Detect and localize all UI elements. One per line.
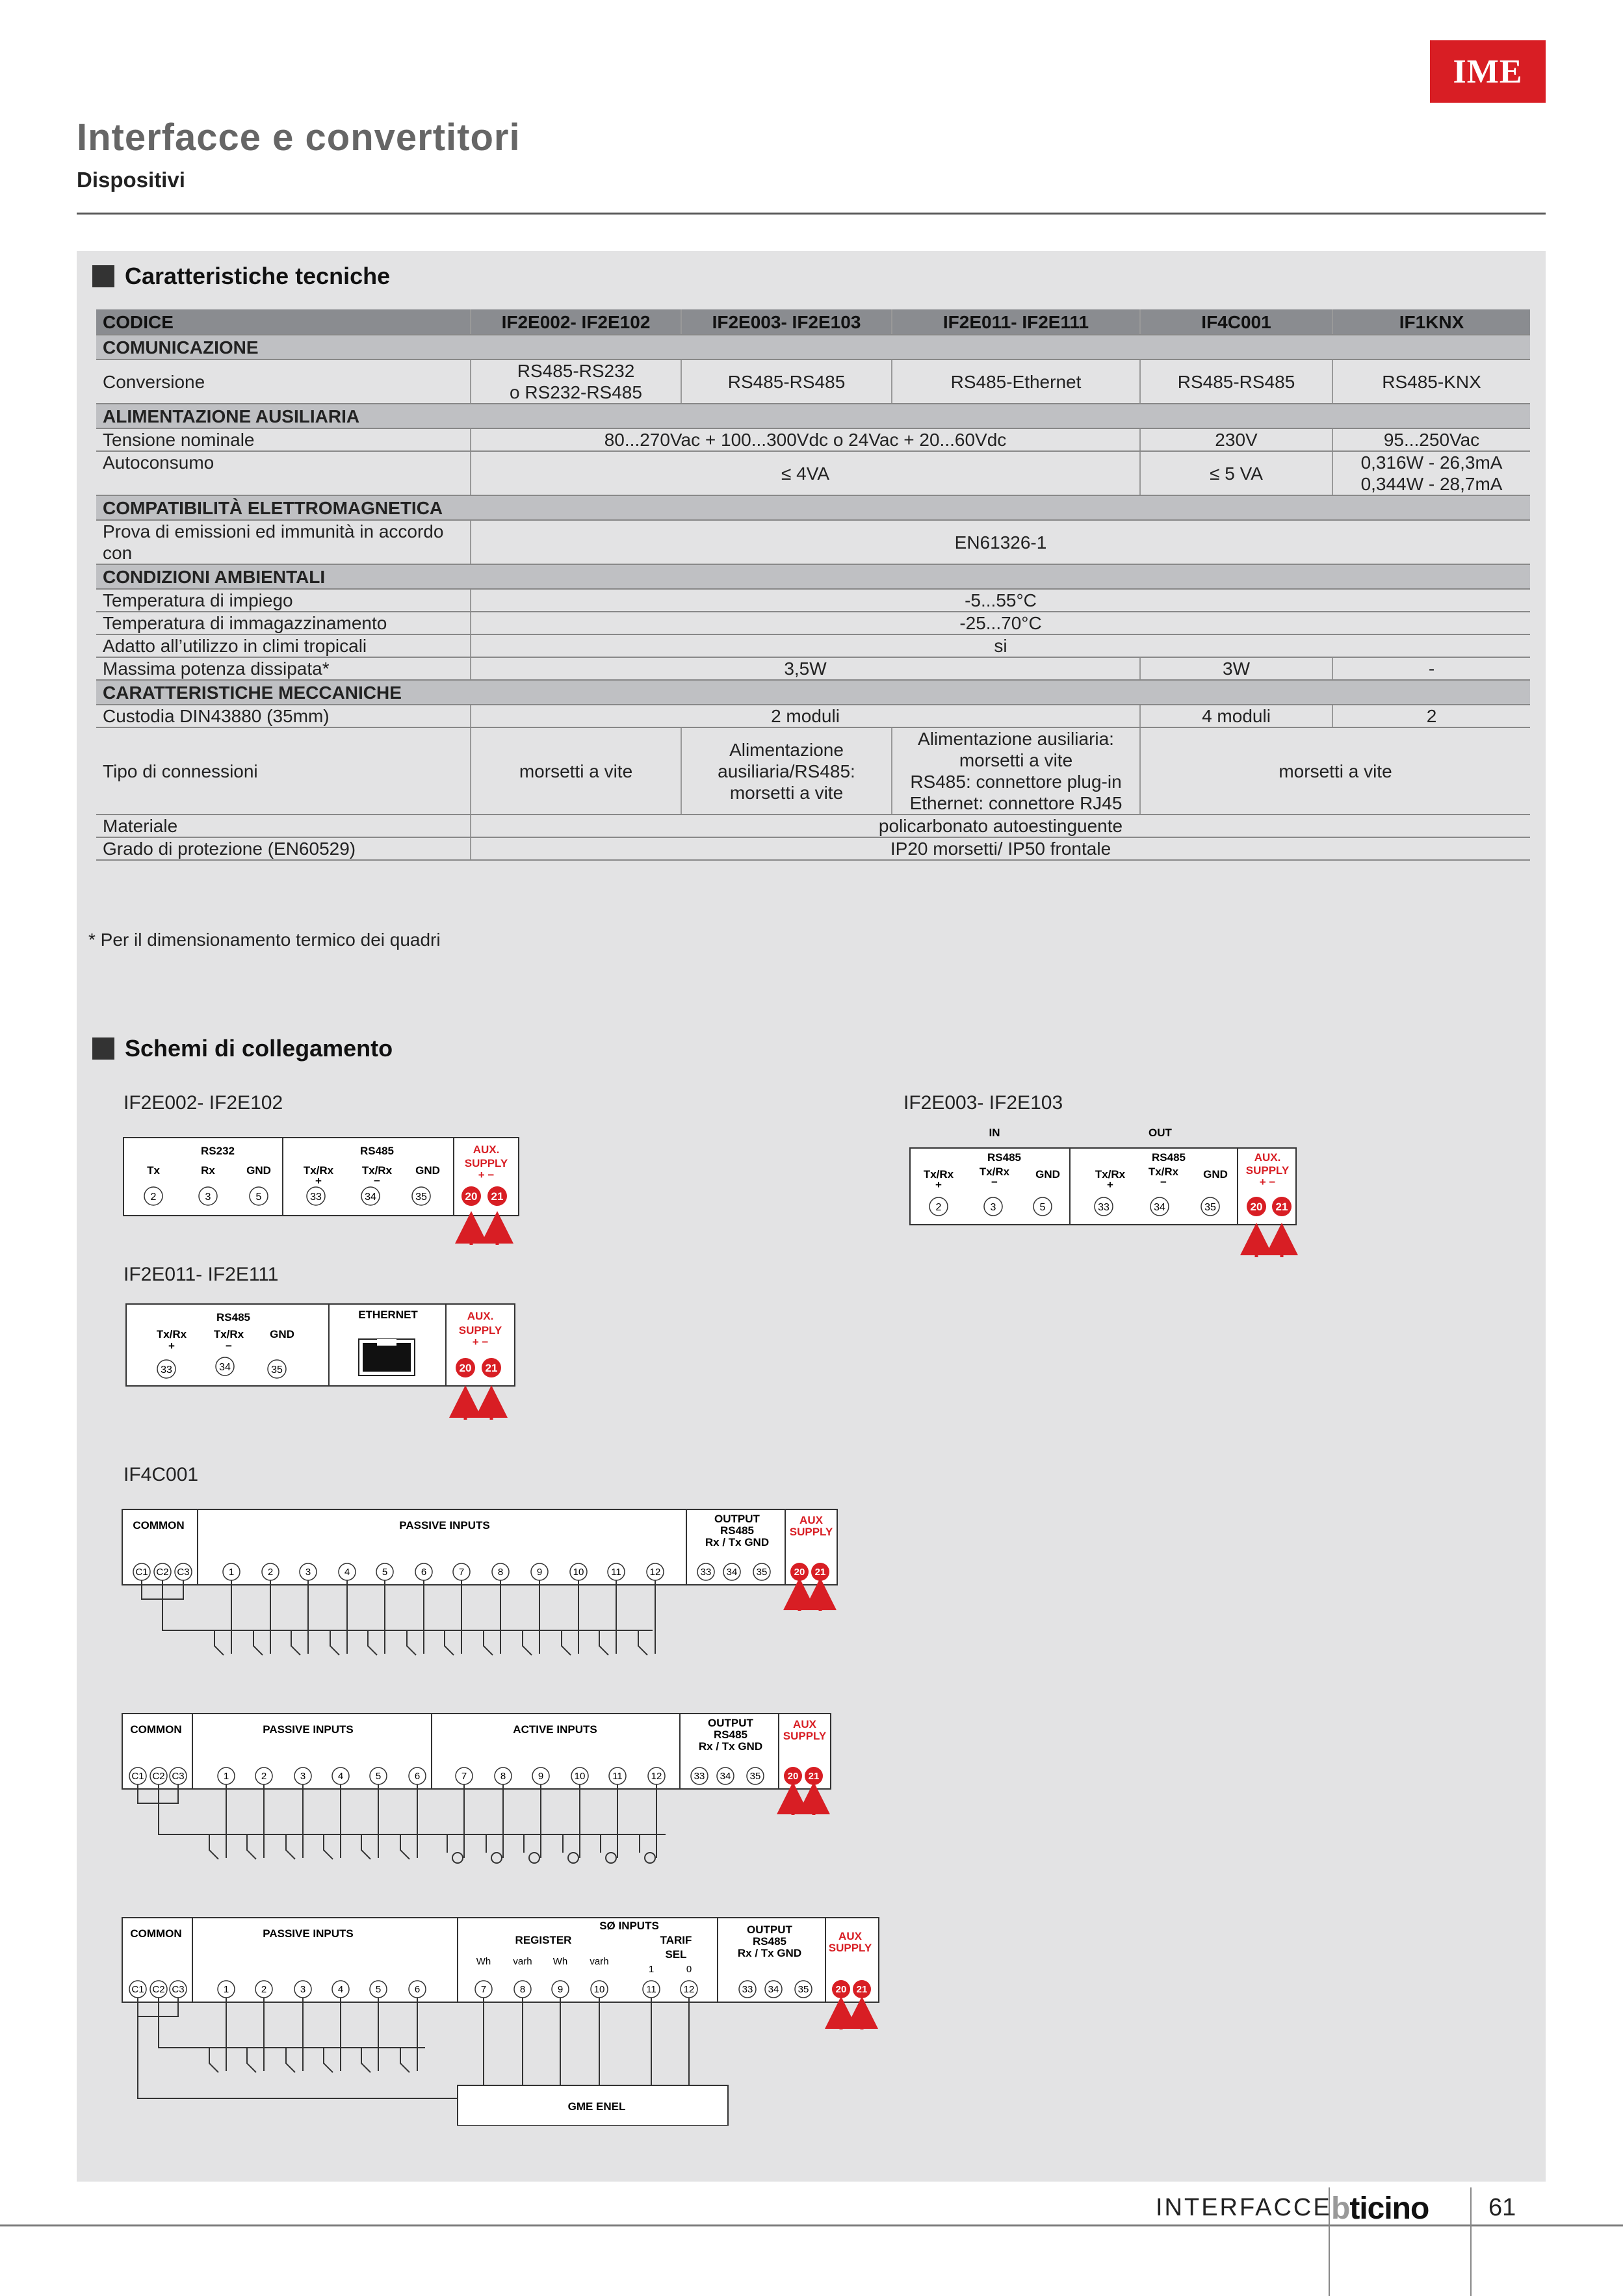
- page-title: Interfacce e convertitori: [77, 116, 521, 159]
- svg-text:C1: C1: [135, 1567, 148, 1578]
- svg-text:2: 2: [935, 1202, 942, 1213]
- svg-text:34: 34: [1154, 1202, 1165, 1213]
- svg-text:Wh: Wh: [476, 1956, 491, 1967]
- svg-text:33: 33: [161, 1364, 172, 1376]
- svg-text:3: 3: [205, 1192, 211, 1203]
- svg-text:varh: varh: [590, 1956, 609, 1967]
- th-col4: IF4C001: [1140, 309, 1332, 335]
- svg-text:OUTPUT: OUTPUT: [708, 1717, 753, 1729]
- table-row: [96, 705, 1530, 727]
- svg-text:OUT: OUT: [1149, 1127, 1172, 1139]
- svg-text:−: −: [374, 1175, 380, 1187]
- svg-text:7: 7: [480, 1984, 487, 1995]
- cell: 80...270Vac + 100...300Vdc o 24Vac + 20...60Vdc: [471, 428, 1140, 451]
- th-codice: CODICE: [96, 309, 471, 335]
- svg-text:10: 10: [593, 1984, 605, 1995]
- cell: 3,5W: [471, 657, 1140, 680]
- svg-text:5: 5: [1039, 1202, 1046, 1213]
- table-row: [96, 428, 1530, 451]
- table-row: [96, 657, 1530, 680]
- ime-logo: IME: [1430, 40, 1546, 103]
- svg-text:8: 8: [497, 1567, 504, 1578]
- svg-text:3: 3: [305, 1567, 311, 1578]
- cell: IP20 morsetti/ IP50 frontale: [471, 837, 1530, 860]
- section-schemes-title: [92, 1035, 393, 1062]
- svg-text:11: 11: [646, 1984, 656, 1995]
- category-row: COMUNICAZIONE: [96, 335, 1530, 359]
- cell: EN61326-1: [471, 520, 1530, 564]
- svg-text:33: 33: [310, 1192, 322, 1203]
- svg-text:PASSIVE INPUTS: PASSIVE INPUTS: [399, 1519, 490, 1532]
- section-tech-label: Caratteristiche tecniche: [125, 263, 391, 289]
- svg-text:GND: GND: [270, 1328, 294, 1340]
- if4c001-variant-so-inputs: [122, 1918, 879, 2126]
- svg-text:OUTPUT: OUTPUT: [714, 1513, 760, 1525]
- cell: RS485-RS485: [681, 359, 892, 404]
- svg-text:4: 4: [337, 1771, 344, 1782]
- table-row: [96, 520, 1530, 564]
- svg-text:C1: C1: [131, 1984, 144, 1995]
- row-label: Grado di protezione (EN60529): [96, 837, 471, 860]
- cell: 3W: [1140, 657, 1332, 680]
- svg-text:ACTIVE INPUTS: ACTIVE INPUTS: [513, 1723, 597, 1736]
- svg-text:3: 3: [300, 1771, 306, 1782]
- table-row: [96, 589, 1530, 612]
- category-row: CARATTERISTICHE MECCANICHE: [96, 680, 1530, 705]
- cell: morsetti a vite: [1140, 727, 1530, 815]
- svg-text:SUPPLY: SUPPLY: [789, 1526, 833, 1538]
- svg-text:AUX.: AUX.: [1254, 1151, 1281, 1164]
- svg-text:21: 21: [814, 1567, 826, 1578]
- svg-text:C1: C1: [131, 1771, 144, 1782]
- svg-text:33: 33: [700, 1567, 712, 1578]
- svg-text:6: 6: [414, 1984, 421, 1995]
- wiring-diagram-if2e011: [120, 1298, 523, 1428]
- svg-text:35: 35: [756, 1567, 768, 1578]
- svg-text:GND: GND: [415, 1164, 440, 1177]
- row-label: Autoconsumo: [96, 451, 471, 495]
- row-label: Massima potenza dissipata*: [96, 657, 471, 680]
- svg-text:SUPPLY: SUPPLY: [1245, 1164, 1290, 1177]
- svg-text:SEL: SEL: [665, 1948, 687, 1961]
- cell: RS485-KNX: [1332, 359, 1530, 404]
- svg-text:ETHERNET: ETHERNET: [358, 1309, 418, 1321]
- svg-text:2: 2: [267, 1567, 274, 1578]
- svg-text:0: 0: [686, 1964, 692, 1975]
- svg-text:10: 10: [573, 1567, 584, 1578]
- svg-text:Tx/Rx: Tx/Rx: [213, 1328, 244, 1340]
- svg-text:Tx: Tx: [147, 1164, 160, 1177]
- svg-text:20: 20: [459, 1362, 472, 1374]
- spec-table: [96, 309, 1530, 861]
- th-col5: IF1KNX: [1332, 309, 1530, 335]
- footnote: * Per il dimensionamento termico dei quadri: [88, 930, 441, 950]
- svg-text:IN: IN: [989, 1127, 1000, 1139]
- section-tech-title: [92, 263, 390, 290]
- svg-text:6: 6: [421, 1567, 427, 1578]
- svg-text:35: 35: [798, 1984, 809, 1995]
- svg-text:RS485: RS485: [714, 1729, 747, 1741]
- svg-text:20: 20: [835, 1984, 847, 1995]
- svg-text:8: 8: [500, 1771, 506, 1782]
- table-row: [96, 837, 1530, 860]
- svg-text:GND: GND: [1203, 1168, 1228, 1181]
- svg-text:AUX: AUX: [799, 1514, 823, 1526]
- cell: Alimentazione ausiliaria/RS485: morsetti a vite: [681, 727, 892, 815]
- svg-text:−: −: [991, 1176, 998, 1188]
- page-number: 61: [1488, 2194, 1516, 2221]
- svg-text:Rx / Tx GND: Rx / Tx GND: [698, 1740, 763, 1753]
- svg-text:34: 34: [365, 1192, 376, 1203]
- svg-text:11: 11: [611, 1567, 621, 1578]
- svg-text:21: 21: [856, 1984, 868, 1995]
- cell: ≤ 5 VA: [1140, 451, 1332, 495]
- cell: ≤ 4VA: [471, 451, 1140, 495]
- svg-text:21: 21: [485, 1362, 498, 1374]
- svg-text:Tx/Rx: Tx/Rx: [303, 1164, 334, 1177]
- svg-text:GND: GND: [1035, 1168, 1060, 1181]
- svg-text:4: 4: [344, 1567, 350, 1578]
- svg-text:C3: C3: [172, 1984, 185, 1995]
- svg-text:1: 1: [223, 1984, 229, 1995]
- svg-text:COMMON: COMMON: [133, 1519, 185, 1532]
- svg-text:10: 10: [574, 1771, 586, 1782]
- svg-text:34: 34: [768, 1984, 779, 1995]
- svg-text:−: −: [1160, 1176, 1167, 1188]
- svg-text:1: 1: [648, 1964, 655, 1975]
- svg-text:RS485: RS485: [360, 1145, 394, 1157]
- section-schemes-label: Schemi di collegamento: [125, 1035, 393, 1062]
- row-label: Conversione: [96, 359, 471, 404]
- svg-text:RS485: RS485: [1152, 1151, 1186, 1164]
- svg-text:SUPPLY: SUPPLY: [828, 1942, 872, 1954]
- svg-text:Wh: Wh: [552, 1956, 568, 1967]
- svg-text:OUTPUT: OUTPUT: [747, 1924, 792, 1936]
- table-row: [96, 727, 1530, 815]
- svg-text:4: 4: [337, 1984, 344, 1995]
- svg-text:1: 1: [228, 1567, 235, 1578]
- svg-text:+ −: + −: [472, 1336, 489, 1348]
- svg-text:PASSIVE INPUTS: PASSIVE INPUTS: [263, 1723, 354, 1736]
- cell: morsetti a vite: [471, 727, 681, 815]
- svg-text:35: 35: [1204, 1202, 1216, 1213]
- th-col3: IF2E011- IF2E111: [892, 309, 1140, 335]
- svg-text:RS485: RS485: [987, 1151, 1021, 1164]
- svg-text:2: 2: [261, 1984, 267, 1995]
- svg-text:34: 34: [219, 1362, 231, 1373]
- svg-text:33: 33: [742, 1984, 753, 1995]
- svg-text:+: +: [935, 1179, 942, 1191]
- svg-text:5: 5: [255, 1192, 262, 1203]
- svg-text:RS485: RS485: [216, 1311, 250, 1324]
- svg-text:C2: C2: [152, 1984, 165, 1995]
- category-row: ALIMENTAZIONE AUSILIARIA: [96, 404, 1530, 428]
- svg-text:+ −: + −: [1259, 1176, 1276, 1188]
- category-row: CONDIZIONI AMBIENTALI: [96, 564, 1530, 589]
- cell: 230V: [1140, 428, 1332, 451]
- svg-text:5: 5: [375, 1771, 382, 1782]
- svg-text:20: 20: [787, 1771, 799, 1782]
- svg-text:9: 9: [557, 1984, 564, 1995]
- svg-text:+: +: [315, 1175, 322, 1187]
- svg-text:8: 8: [519, 1984, 526, 1995]
- svg-text:AUX.: AUX.: [467, 1310, 494, 1322]
- svg-text:RS485: RS485: [720, 1524, 754, 1537]
- diagram-label-if2e011: IF2E011- IF2E111: [123, 1264, 279, 1285]
- svg-text:+: +: [168, 1340, 175, 1352]
- row-label: Custodia DIN43880 (35mm): [96, 705, 471, 727]
- row-label: Prova di emissioni ed immunità in accordo con: [96, 520, 471, 564]
- svg-text:SUPPLY: SUPPLY: [783, 1730, 827, 1742]
- row-label: Materiale: [96, 815, 471, 837]
- cell: 95...250Vac: [1332, 428, 1530, 451]
- svg-text:AUX: AUX: [838, 1930, 862, 1942]
- svg-text:Tx/Rx: Tx/Rx: [923, 1168, 954, 1181]
- cell: Alimentazione ausiliaria: morsetti a vite RS485: connettore plug-in Ethernet: connettore RJ45: [892, 727, 1140, 815]
- svg-text:20: 20: [465, 1190, 478, 1203]
- svg-text:11: 11: [612, 1771, 623, 1782]
- svg-text:C3: C3: [172, 1771, 185, 1782]
- svg-text:33: 33: [694, 1771, 705, 1782]
- svg-text:Rx / Tx GND: Rx / Tx GND: [705, 1536, 770, 1548]
- cell: policarbonato autoestinguente: [471, 815, 1530, 837]
- svg-text:RS232: RS232: [201, 1145, 235, 1157]
- svg-text:COMMON: COMMON: [130, 1927, 182, 1940]
- svg-text:Tx/Rx: Tx/Rx: [361, 1164, 393, 1177]
- table-row: [96, 359, 1530, 404]
- svg-text:12: 12: [651, 1771, 662, 1782]
- th-col1: IF2E002- IF2E102: [471, 309, 681, 335]
- table-row: [96, 451, 1530, 495]
- svg-text:35: 35: [415, 1192, 427, 1203]
- svg-text:21: 21: [1275, 1201, 1288, 1213]
- svg-text:+: +: [1107, 1179, 1113, 1191]
- svg-text:3: 3: [990, 1202, 996, 1213]
- svg-text:C3: C3: [177, 1567, 190, 1578]
- svg-text:Rx / Tx GND: Rx / Tx GND: [737, 1947, 802, 1959]
- svg-text:20: 20: [794, 1567, 805, 1578]
- svg-text:21: 21: [808, 1771, 820, 1782]
- row-label: Tipo di connessioni: [96, 727, 471, 815]
- svg-text:−: −: [226, 1340, 232, 1352]
- svg-text:GND: GND: [246, 1164, 271, 1177]
- square-bullet-icon: [92, 265, 114, 287]
- svg-text:34: 34: [726, 1567, 738, 1578]
- svg-text:20: 20: [1250, 1201, 1263, 1213]
- cell: 0,316W - 26,3mA 0,344W - 28,7mA: [1332, 451, 1530, 495]
- svg-text:9: 9: [538, 1771, 544, 1782]
- wiring-diagram-if2e003: [903, 1119, 1319, 1262]
- table-row: [96, 612, 1530, 634]
- rj45-port-icon: [363, 1343, 411, 1372]
- svg-text:Tx/Rx: Tx/Rx: [156, 1328, 187, 1340]
- cell: RS485-RS232 o RS232-RS485: [471, 359, 681, 404]
- svg-text:35: 35: [271, 1364, 283, 1376]
- svg-text:Tx/Rx: Tx/Rx: [979, 1166, 1010, 1178]
- if4c001-variant-active: [122, 1714, 831, 1863]
- wiring-diagram-if2e002: [117, 1131, 533, 1248]
- footer-divider: [1470, 2187, 1472, 2296]
- row-label: Temperatura di immagazzinamento: [96, 612, 471, 634]
- square-bullet-icon: [92, 1037, 114, 1060]
- cell: -5...55°C: [471, 589, 1530, 612]
- svg-text:SUPPLY: SUPPLY: [464, 1157, 508, 1169]
- cell: si: [471, 634, 1530, 657]
- bticino-logo: bticino: [1331, 2191, 1429, 2226]
- svg-text:21: 21: [491, 1190, 504, 1203]
- svg-text:AUX: AUX: [793, 1718, 816, 1730]
- svg-text:5: 5: [375, 1984, 382, 1995]
- svg-text:33: 33: [1098, 1202, 1110, 1213]
- svg-text:SØ INPUTS: SØ INPUTS: [599, 1920, 659, 1932]
- row-label: Temperatura di impiego: [96, 589, 471, 612]
- svg-text:C2: C2: [152, 1771, 165, 1782]
- cell: 2 moduli: [471, 705, 1140, 727]
- cell: RS485-RS485: [1140, 359, 1332, 404]
- svg-text:3: 3: [300, 1984, 306, 1995]
- row-label: Tensione nominale: [96, 428, 471, 451]
- svg-text:C2: C2: [156, 1567, 169, 1578]
- svg-text:Tx/Rx: Tx/Rx: [1148, 1166, 1179, 1178]
- svg-text:12: 12: [649, 1567, 661, 1578]
- svg-text:34: 34: [720, 1771, 731, 1782]
- cell: -25...70°C: [471, 612, 1530, 634]
- svg-text:12: 12: [683, 1984, 695, 1995]
- diagram-label-if2e003: IF2E003- IF2E103: [903, 1092, 1063, 1114]
- svg-text:+ −: + −: [478, 1169, 495, 1181]
- svg-text:Tx/Rx: Tx/Rx: [1095, 1168, 1126, 1181]
- svg-text:PASSIVE INPUTS: PASSIVE INPUTS: [263, 1927, 354, 1940]
- svg-text:7: 7: [458, 1567, 465, 1578]
- svg-text:Rx: Rx: [201, 1164, 215, 1177]
- diagram-label-if2e002: IF2E002- IF2E102: [123, 1092, 283, 1114]
- footer-section: INTERFACCE: [1156, 2194, 1332, 2221]
- if4c001-variant-passive: [122, 1509, 837, 1655]
- svg-text:COMMON: COMMON: [130, 1723, 182, 1736]
- table-header-row: [96, 309, 1530, 335]
- svg-text:6: 6: [414, 1771, 421, 1782]
- header-rule: [77, 213, 1546, 215]
- svg-text:35: 35: [749, 1771, 761, 1782]
- svg-text:TARIF: TARIF: [660, 1934, 692, 1946]
- th-col2: IF2E003- IF2E103: [681, 309, 892, 335]
- page-subtitle: Dispositivi: [77, 168, 185, 192]
- table-row: [96, 815, 1530, 837]
- svg-text:9: 9: [536, 1567, 543, 1578]
- cell: 2: [1332, 705, 1530, 727]
- svg-text:7: 7: [461, 1771, 467, 1782]
- svg-text:1: 1: [223, 1771, 229, 1782]
- svg-text:AUX.: AUX.: [473, 1143, 500, 1156]
- svg-text:RS485: RS485: [753, 1935, 786, 1948]
- svg-text:SUPPLY: SUPPLY: [458, 1324, 502, 1337]
- svg-text:5: 5: [382, 1567, 388, 1578]
- svg-text:2: 2: [150, 1192, 157, 1203]
- cell: -: [1332, 657, 1530, 680]
- row-label: Adatto all’utilizzo in climi tropicali: [96, 634, 471, 657]
- cell: 4 moduli: [1140, 705, 1332, 727]
- table-row: [96, 634, 1530, 657]
- cell: RS485-Ethernet: [892, 359, 1140, 404]
- svg-text:varh: varh: [513, 1956, 532, 1967]
- diagram-label-if4c001: IF4C001: [123, 1464, 199, 1485]
- svg-text:GME ENEL: GME ENEL: [567, 2100, 626, 2113]
- svg-text:REGISTER: REGISTER: [515, 1934, 572, 1946]
- category-row: COMPATIBILITÀ ELETTROMAGNETICA: [96, 495, 1530, 520]
- wiring-diagram-if4c001: [120, 1502, 887, 2126]
- svg-text:2: 2: [261, 1771, 267, 1782]
